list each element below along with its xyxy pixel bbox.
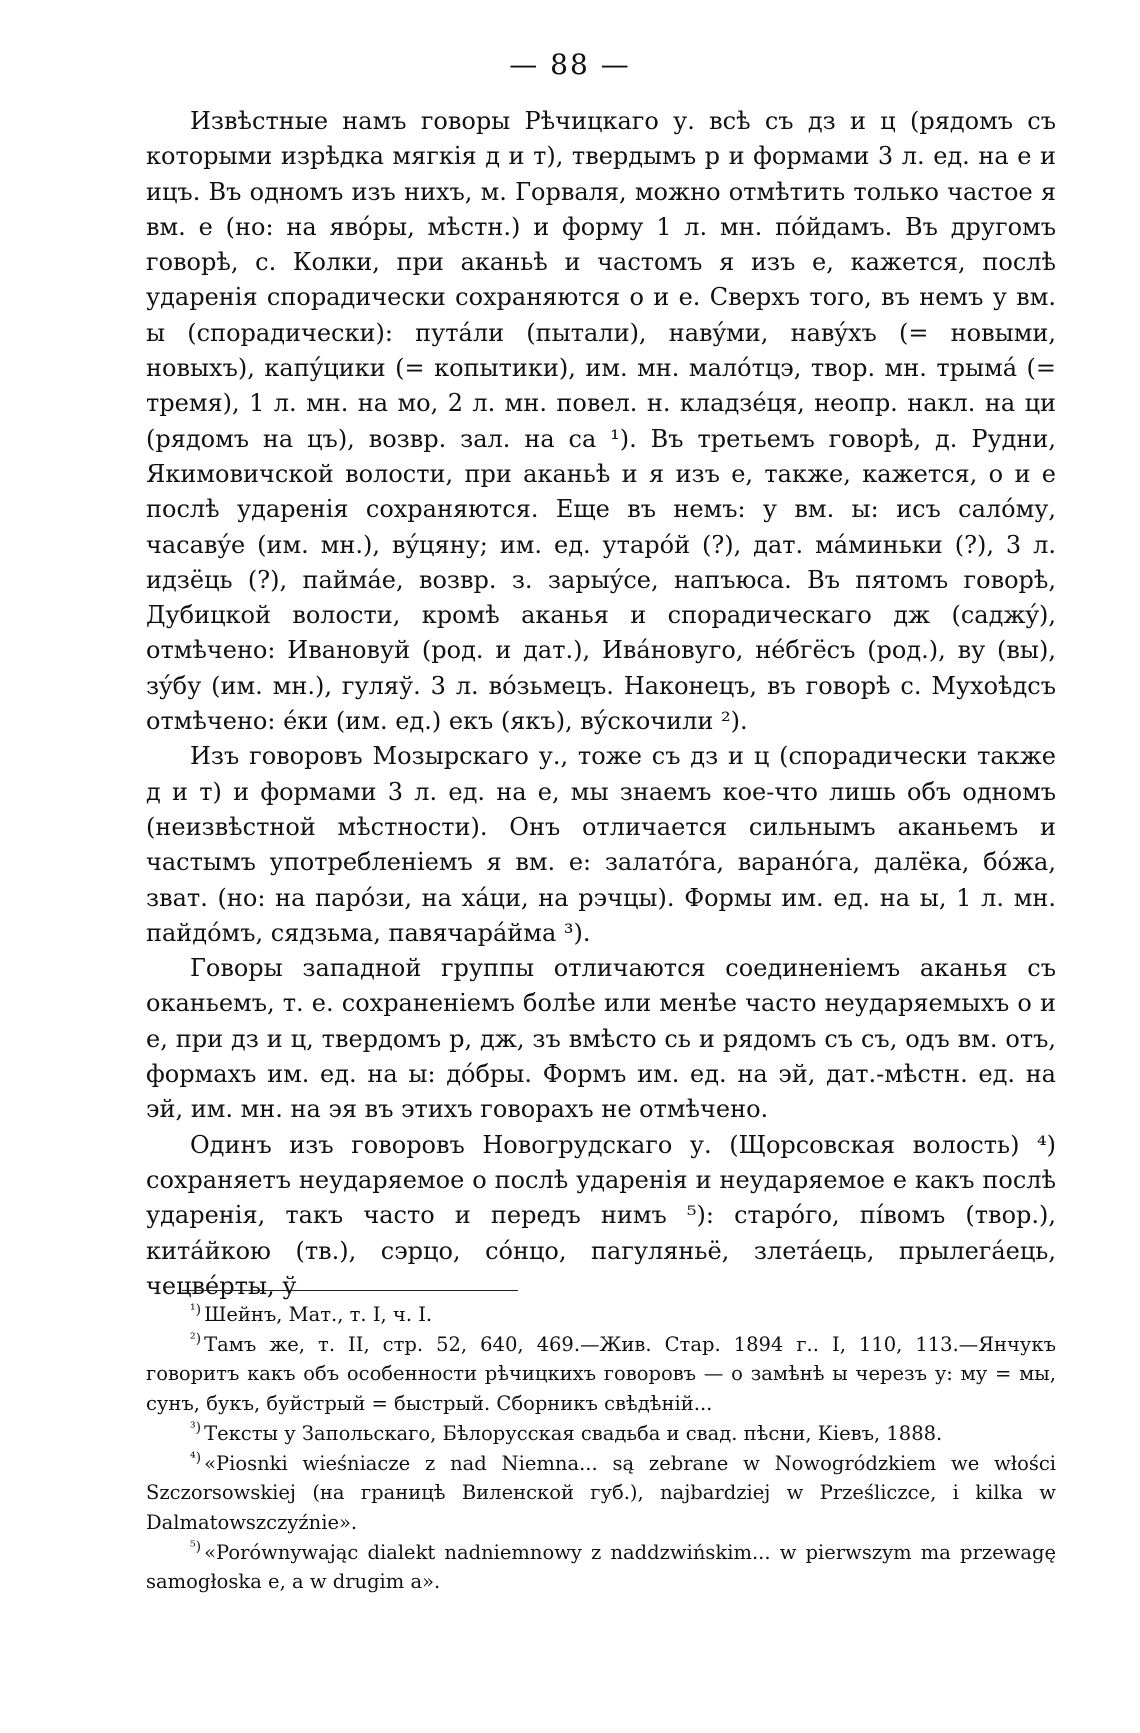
footnote-text: «Piosnki wieśniacze z nad Niemna... są zebrane w Nowogródzkiem we włości Szczorsowskiej (на границѣ Виленской губ.), najbardziej w Prześliczce, i kilka w Dalmatowszczyźnie». bbox=[146, 1451, 1056, 1534]
footnotes bbox=[146, 1300, 1056, 1597]
footnote bbox=[146, 1538, 1056, 1597]
paragraph-novogrudok: Одинъ изъ говоровъ Новогрудскаго у. (Щорсовская волость) ⁴) сохраняетъ неударяемое о послѣ ударенія и неударяемое е какъ послѣ ударенія, такъ часто и передъ нимъ ⁵): старóго, пíвомъ (твор.), китáйкою (тв.), сэрцо, сóнцо, пагуляньё, злетáець, прылегáець, чецвéрты, ў bbox=[146, 1130, 1056, 1300]
footnote-mark: ¹) bbox=[190, 1301, 202, 1318]
footnote-mark: ⁵) bbox=[190, 1539, 202, 1556]
footnote-divider bbox=[182, 1290, 518, 1291]
footnote bbox=[146, 1449, 1056, 1538]
paragraph-mozyr: Изъ говоровъ Мозырскаго у., тоже съ дз и ц (спорадически также д и т) и формами 3 л. ед. на е, мы знаемъ кое-что лишь объ одномъ (неизвѣстной мѣстности). Онъ отличается сильнымъ аканьемъ и частымъ употребленіемъ я вм. е: залатóга, варанóга, далёка, бóжа, зват. (но: на парóзи, на хáци, на рэчцы). Формы им. ед. на ы, 1 л. мн. пайдóмъ, сядзьма, павячарáйма ³). bbox=[146, 742, 1056, 947]
page-number: — 88 — bbox=[509, 48, 631, 81]
paragraph-rechitsa: Извѣстные намъ говоры Рѣчицкаго у. всѣ съ дз и ц (рядомъ съ которыми изрѣдка мягкія д и т), твердымъ р и формами 3 л. ед. на е и ицъ. Въ одномъ изъ нихъ, м. Горваля, можно отмѣтить только частое я вм. е (но: на явóры, мѣстн.) и форму 1 л. мн. пóйдамъ. Въ другомъ говорѣ, с. Колки, при аканьѣ и частомъ я изъ е, кажется, послѣ ударенія спорадически сохраняются о и е. Сверхъ того, въ немъ у вм. ы (спорадически): путáли (пытали), навýми, навýхъ (= новыми, новыхъ), капýцики (= копытики), им. мн. малóтцэ, твор. мн. трымá (= тремя), 1 л. мн. на мо, 2 л. мн. повел. н. кладзéця, неопр. накл. на ци (рядомъ на цъ), возвр. зал. на са ¹). Въ третьемъ говорѣ, д. Рудни, Якимовичской волости, при аканьѣ и я изъ е, также, кажется, о и е послѣ ударенія сохраняются. Еще въ немъ: у вм. ы: исъ салóму, часавýе (им. мн.), вýцяну; им. ед. утарóй (?), дат. мáминьки (?), 3 л. идзёць (?), паймáе, возвр. з. зарыýсе, напъюса. Въ пятомъ говорѣ, Дубицкой волости, кромѣ аканья и спорадическаго дж (саджý), отмѣчено: Ивановуй (род. и дат.), Ивáновуго, нéбгёсъ (род.), ву (вы), зýбу (им. мн.), гуляў. 3 л. вóзьмецъ. Наконецъ, въ говорѣ с. Мухоѣдсъ отмѣчено: éки (им. ед.) екъ (якъ), вýскочили ²). bbox=[146, 107, 1057, 736]
footnote-text: Тексты у Запольскаго, Бѣлорусская свадьба и свад. пѣсни, Кіевъ, 1888. bbox=[204, 1421, 943, 1445]
footnote-mark: ³) bbox=[190, 1420, 202, 1437]
footnote bbox=[146, 1330, 1056, 1419]
footnote-text: Тамъ же, т. II, стр. 52, 640, 469.—Жив. Стар. 1894 г.. I, 110, 113.—Янчукъ говоритъ какъ объ особенности рѣчицкихъ говоровъ — о замѣнѣ ы черезъ у: му = мы, сунъ, букъ, буйстрый = быстрый. Сборникъ свѣдѣній... bbox=[146, 1332, 1056, 1416]
footnote-mark: ²) bbox=[190, 1331, 202, 1348]
footnote bbox=[146, 1419, 1056, 1449]
footnote-text: Шейнъ, Мат., т. I, ч. I. bbox=[204, 1303, 433, 1326]
paragraph-western-group: Говоры западной группы отличаются соединеніемъ аканья съ оканьемъ, т. е. сохраненіемъ болѣе или менѣе часто неударяемыхъ о и е, при дз и ц, твердомъ р, дж, зъ вмѣсто сь и рядомъ съ съ, одъ вм. отъ, формахъ им. ед. на ы: дóбры. Формъ им. ед. на эй, дат.-мѣстн. ед. на эй, им. мн. на эя въ этихъ говорахъ не отмѣчено. bbox=[146, 954, 1056, 1124]
footnote-mark: ⁴) bbox=[190, 1450, 202, 1467]
main-text bbox=[146, 104, 1056, 1304]
footnote bbox=[146, 1300, 1056, 1330]
footnote-text: «Porównywając dialekt nadniemnowy z naddzwińskim... w pierwszym ma przewagę samogłoska e, a w drugim a». bbox=[146, 1540, 1056, 1594]
